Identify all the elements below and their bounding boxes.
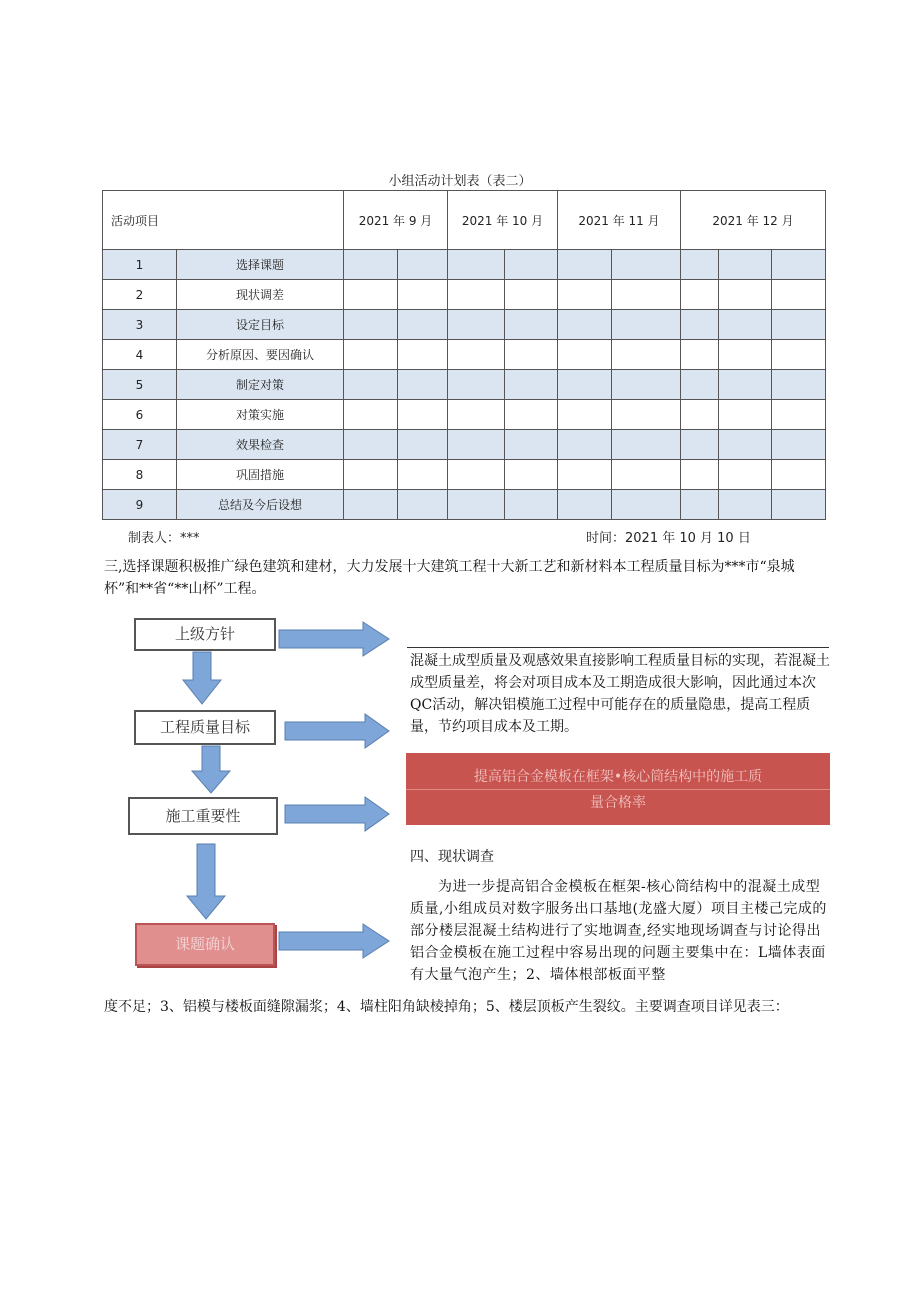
arrow-down-icon bbox=[187, 844, 227, 920]
table-row bbox=[103, 400, 826, 430]
row-item: 效果检查 bbox=[177, 430, 344, 460]
arrow-right-icon bbox=[279, 622, 391, 658]
row-item: 巩固措施 bbox=[177, 460, 344, 490]
topic-banner-line2: 量合格率 bbox=[590, 795, 646, 811]
arrow-right-icon bbox=[285, 797, 391, 833]
row-item: 现状调差 bbox=[177, 280, 344, 310]
arrow-right-icon bbox=[285, 714, 391, 750]
flow-box-policy: 上级方针 bbox=[134, 618, 276, 651]
topic-banner bbox=[406, 753, 830, 825]
table-header-row bbox=[103, 191, 826, 250]
table-row bbox=[103, 430, 826, 460]
header-month: 2021 年 10 月 bbox=[448, 191, 558, 250]
row-item: 对策实施 bbox=[177, 400, 344, 430]
table-row bbox=[103, 280, 826, 310]
table-row bbox=[103, 310, 826, 340]
header-month: 2021 年 11 月 bbox=[558, 191, 681, 250]
activity-plan-table bbox=[102, 190, 826, 520]
row-item: 制定对策 bbox=[177, 370, 344, 400]
flow-box-quality-target: 工程质量目标 bbox=[134, 710, 276, 745]
arrow-right-icon bbox=[279, 924, 391, 960]
table-maker: 制表人：*** bbox=[128, 531, 200, 546]
arrow-down-icon bbox=[183, 652, 223, 707]
topic-banner-line1: 提高铝合金模板在框架•核心筒结构中的施工质 bbox=[406, 753, 830, 790]
table-row bbox=[103, 490, 826, 520]
row-number: 8 bbox=[103, 460, 177, 490]
section3-paragraph: 三,选择课题积极推广绿色建筑和建材，大力发展十大建筑工程十大新工艺和新材料本工程质量目标为***市“泉城杯”和**省“**山杯”工程。 bbox=[104, 559, 795, 597]
row-item: 设定目标 bbox=[177, 310, 344, 340]
table-row bbox=[103, 340, 826, 370]
row-number: 1 bbox=[103, 250, 177, 280]
section4-title: 四、现状调查 bbox=[410, 849, 494, 865]
divider-line bbox=[407, 647, 829, 648]
flow-box-importance: 施工重要性 bbox=[128, 797, 278, 835]
row-number: 4 bbox=[103, 340, 177, 370]
table-row bbox=[103, 370, 826, 400]
row-item: 选择课题 bbox=[177, 250, 344, 280]
header-month: 2021 年 12 月 bbox=[681, 191, 826, 250]
table-date: 时间：2021 年 10 月 10 日 bbox=[586, 531, 751, 546]
row-number: 7 bbox=[103, 430, 177, 460]
row-number: 6 bbox=[103, 400, 177, 430]
row-item: 分析原因、要因确认 bbox=[177, 340, 344, 370]
flow-description: 混凝土成型质量及观感效果直接影响工程质量目标的实现，若混凝土成型质量差，将会对项目成本及工期造成很大影响，因此通过本次QC活动，解决铝模施工过程中可能存在的质量隐患，提高工程质量，节约项目成本及工期。 bbox=[410, 653, 830, 735]
flow-box-topic-confirm: 课题确认 bbox=[135, 923, 275, 966]
table-caption: 小组活动计划表（表二） bbox=[388, 174, 532, 189]
section4-body-end: 度不足；3、铝模与楼板面缝隙漏浆；4、墙柱阳角缺棱掉角；5、楼层顶板产生裂纹。主要调查项目详见表三： bbox=[104, 999, 789, 1015]
header-month: 2021 年 9 月 bbox=[344, 191, 448, 250]
header-activity: 活动项目 bbox=[103, 191, 344, 250]
table-row bbox=[103, 460, 826, 490]
row-number: 3 bbox=[103, 310, 177, 340]
row-number: 5 bbox=[103, 370, 177, 400]
table-row bbox=[103, 250, 826, 280]
row-number: 2 bbox=[103, 280, 177, 310]
section4-body: 为进一步提高铝合金模板在框架-核心筒结构中的混凝土成型质量,小组成员对数字服务出口基地(龙盛大厦）项目主楼己完成的部分楼层混凝土结构进行了实地调查,经实地现场调查与讨论得出铝合金模板在施工过程中容易出现的问题主要集中在：L墙体表面有大量气泡产生；2、墙体根部板面平整 bbox=[410, 879, 827, 983]
row-number: 9 bbox=[103, 490, 177, 520]
arrow-down-icon bbox=[192, 746, 232, 796]
row-item: 总结及今后设想 bbox=[177, 490, 344, 520]
